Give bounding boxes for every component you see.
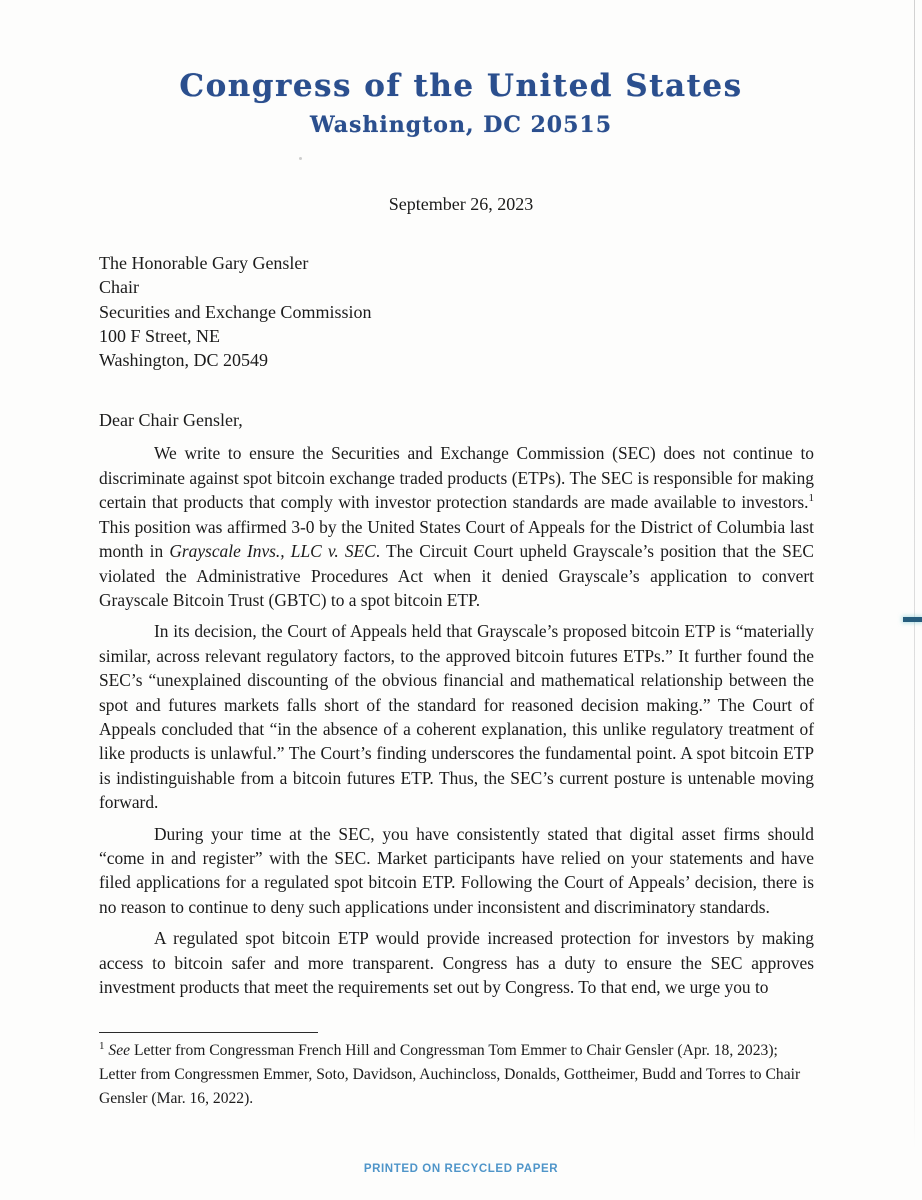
scan-artifact-dot bbox=[299, 157, 302, 160]
footnote-block bbox=[99, 1032, 804, 1112]
letter-date: September 26, 2023 bbox=[388, 194, 534, 214]
letterhead-subtitle: Washington, DC 20515 bbox=[309, 112, 613, 138]
body-paragraph bbox=[99, 926, 814, 999]
printed-on-recycled-paper-notice: PRINTED ON RECYCLED PAPER bbox=[363, 1163, 559, 1175]
text-run: In its decision, the Court of Appeals held that Grayscale’s proposed bitcoin ETP is “materially similar, across relevant regulatory factors, to the approved bitcoin futures ETPs.” It further found the SEC’s “unexplained discounting of the obvious financial and mathematical relationship between the spot and futures markets falls short of the standard for reasoned decision making.” The Court of Appeals concluded that “in the absence of a coherent explanation, this unlike regulatory treatment of like products is unlawful.” The Court’s finding underscores the fundamental point. A spot bitcoin ETP is indistinguishable from a bitcoin futures ETP. Thus, the SEC’s current posture is untenable moving forward. bbox=[99, 621, 814, 813]
recipient-address-line: Chair bbox=[99, 277, 139, 298]
body-paragraph bbox=[99, 822, 814, 920]
footnote-reference-mark: 1 bbox=[99, 1039, 105, 1052]
footnote-separator-rule bbox=[99, 1032, 318, 1033]
recipient-address-line: Washington, DC 20549 bbox=[99, 350, 269, 371]
recipient-address-block bbox=[99, 251, 922, 372]
text-run: We write to ensure the Securities and Exchange Commission (SEC) does not continue to discriminate against spot bitcoin exchange traded products (ETPs). The SEC is responsible for making certain that products that comply with investor protection standards are made available to investors. bbox=[99, 443, 814, 513]
recipient-address-line: 100 F Street, NE bbox=[99, 325, 220, 346]
italic-text-run: See bbox=[108, 1042, 131, 1059]
footnote-text bbox=[99, 1039, 804, 1112]
recipient-address-line: The Honorable Gary Gensler bbox=[99, 253, 309, 273]
text-run: . The Circuit Court upheld Grayscale’s position that the SEC violated the Administrative Procedures Act when it denied Grayscale’s application to convert Grayscale Bitcoin Trust (GBTC) to a spot bitcoin ETP. bbox=[99, 541, 815, 610]
recipient-address-line: Securities and Exchange Commission bbox=[99, 301, 372, 322]
letterhead bbox=[0, 0, 922, 138]
text-run: During your time at the SEC, you have consistently stated that digital asset firms should “come in and register” with the SEC. Market participants have relied on your statements and have filed applications for a regulated spot bitcoin ETP. Following the Court of Appeals’ decision, there is no reason to continue to deny such applications under inconsistent and discriminatory standards. bbox=[99, 823, 814, 917]
body-paragraph bbox=[99, 619, 814, 814]
salutation: Dear Chair Gensler, bbox=[99, 410, 243, 431]
body-paragraph bbox=[99, 441, 814, 612]
italic-text-run: Grayscale Invs., LLC v. SEC bbox=[169, 541, 376, 562]
text-run: This position was affirmed 3-0 by the United States Court of Appeals for the District of Columbia last month in bbox=[99, 516, 814, 562]
letter-body bbox=[99, 441, 814, 999]
text-run: A regulated spot bitcoin ETP would provide increased protection for investors by making access to bitcoin safer and more transparent. Congress has a duty to ensure the SEC approves investment products that meet the requirements set out by Congress. To that end, we urge you to bbox=[99, 928, 814, 998]
scan-artifact-blue-tick bbox=[903, 617, 922, 622]
scan-page-edge-line bbox=[914, 0, 915, 1150]
letterhead-title: Congress of the United States bbox=[179, 68, 743, 104]
footnote-reference-mark: 1 bbox=[808, 492, 814, 505]
text-run: Letter from Congressman French Hill and Congressman Tom Emmer to Chair Gensler (Apr. 18, 2023); Letter from Congressmen Emmer, Soto, Davidson, Auchincloss, Donalds, Gottheimer, Budd and Torres to Chair Gensler (Mar. 16, 2022). bbox=[99, 1042, 801, 1108]
